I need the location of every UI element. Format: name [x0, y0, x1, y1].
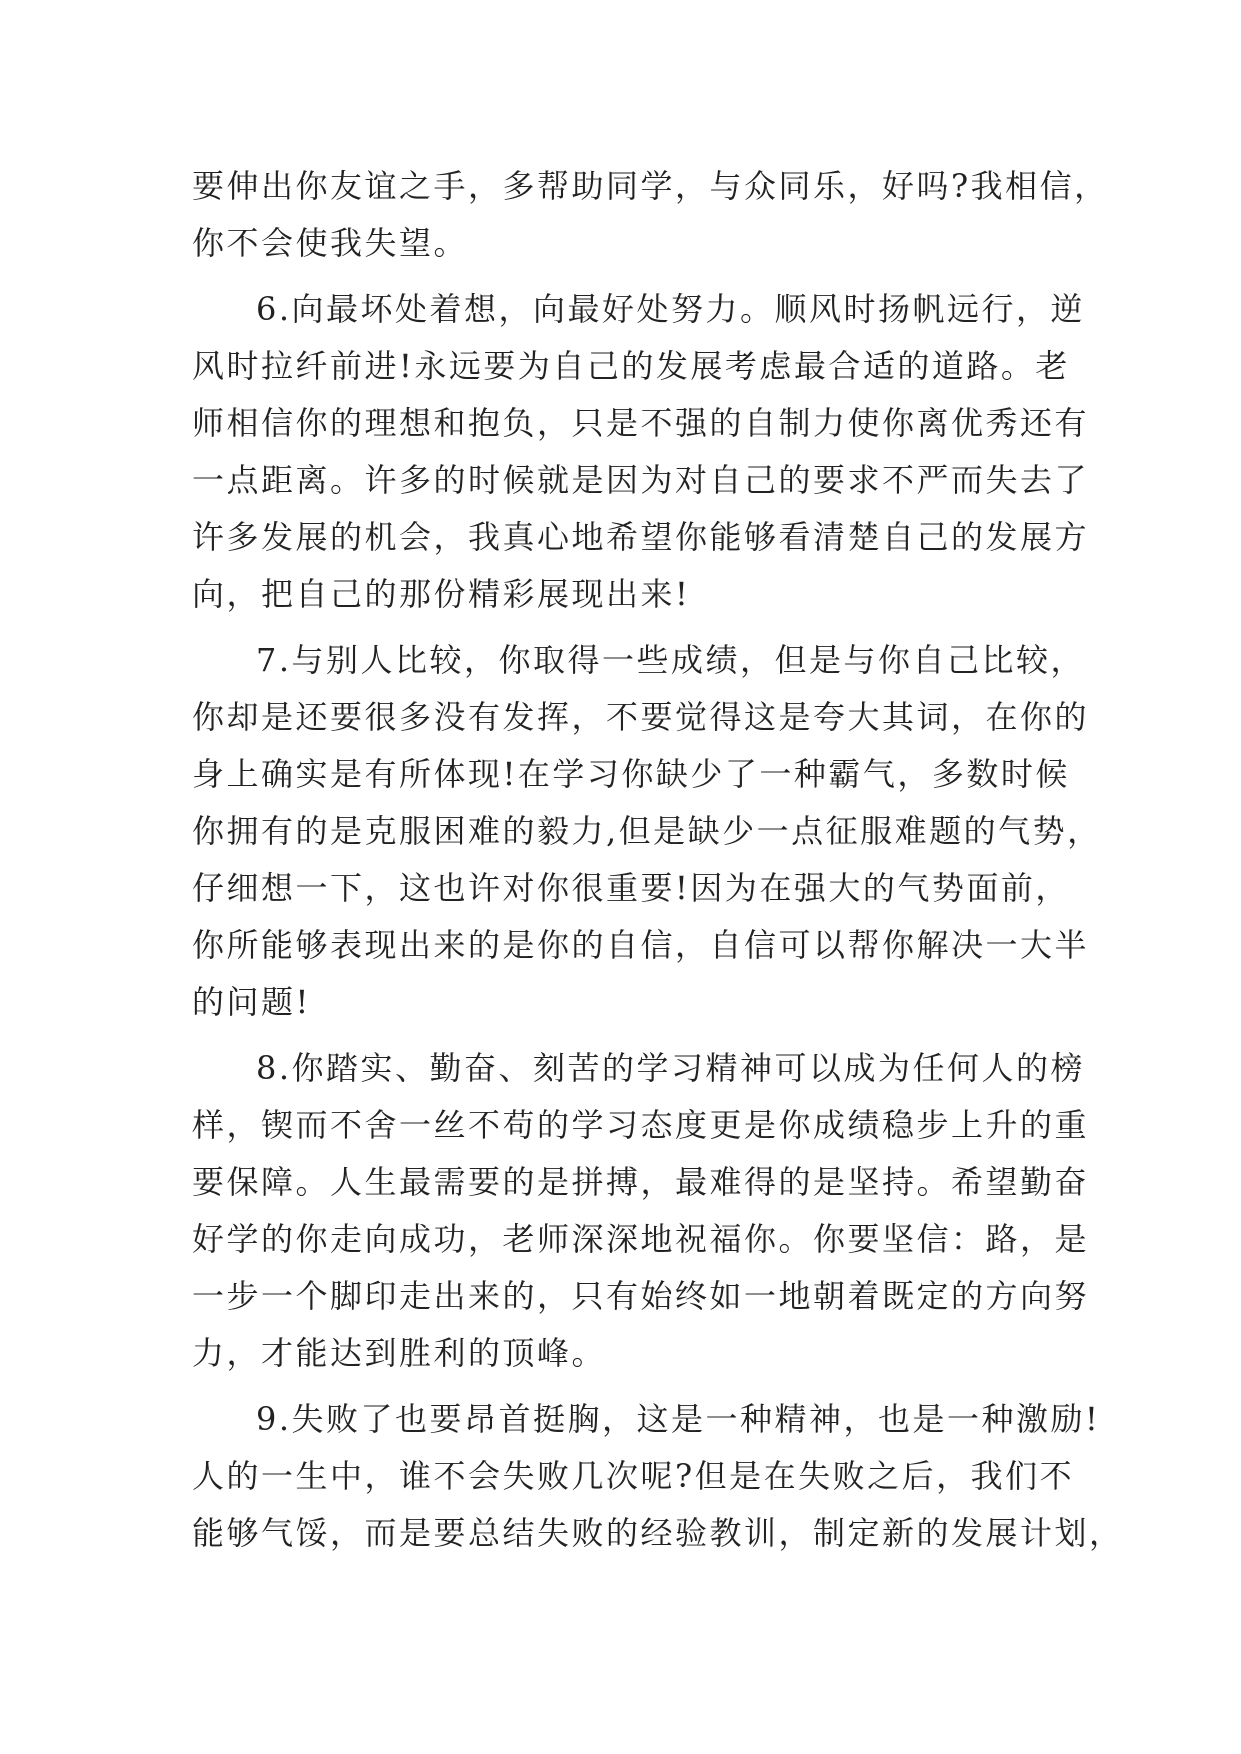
- text-line: 仔细想一下，这也许对你很重要!因为在强大的气势面前，: [192, 869, 1070, 907]
- text-line: 师相信你的理想和抱负，只是不强的自制力使你离优秀还有: [192, 404, 1090, 442]
- text-line: 你拥有的是克服困难的毅力,但是缺少一点征服难题的气势，: [192, 812, 1102, 850]
- text-line: 力，才能达到胜利的顶峰。: [192, 1334, 607, 1372]
- paragraph-6-start: 6.向最坏处着想，向最好处努力。顺风时扬帆远行，逆: [256, 290, 1086, 328]
- document-body: [192, 158, 1124, 1562]
- text-line: 人的一生中，谁不会失败几次呢?但是在失败之后，我们不: [192, 1457, 1075, 1495]
- paragraph-7-start: 7.与别人比较，你取得一些成绩，但是与你自己比较，: [256, 641, 1086, 679]
- text-line: 好学的你走向成功，老师深深地祝福你。你要坚信：路，是: [192, 1220, 1090, 1258]
- text-line: 向，把自己的那份精彩展现出来!: [192, 575, 691, 613]
- text-line: 风时拉纤前进!永远要为自己的发展考虑最合适的道路。老: [192, 347, 1070, 385]
- text-line: 一步一个脚印走出来的，只有始终如一地朝着既定的方向努: [192, 1277, 1090, 1315]
- text-line: 一点距离。许多的时候就是因为对自己的要求不严而失去了: [192, 461, 1090, 499]
- paragraph-9-start: 9.失败了也要昂首挺胸，这是一种精神，也是一种激励!: [256, 1400, 1101, 1438]
- text-line: 能够气馁，而是要总结失败的经验教训，制定新的发展计划，: [192, 1514, 1124, 1552]
- text-line: 要伸出你友谊之手，多帮助同学，与众同乐，好吗?我相信，: [192, 167, 1109, 205]
- text-line: 身上确实是有所体现!在学习你缺少了一种霸气，多数时候: [192, 755, 1070, 793]
- text-line: 样，锲而不舍一丝不苟的学习态度更是你成绩稳步上升的重: [192, 1106, 1090, 1144]
- text-line: 要保障。人生最需要的是拼搏，最难得的是坚持。希望勤奋: [192, 1163, 1090, 1201]
- text-line: 许多发展的机会，我真心地希望你能够看清楚自己的发展方: [192, 518, 1090, 556]
- paragraph-8-start: 8.你踏实、勤奋、刻苦的学习精神可以成为任何人的榜: [256, 1049, 1086, 1087]
- text-line: 你却是还要很多没有发挥，不要觉得这是夸大其词，在你的: [192, 698, 1090, 736]
- text-line: 你所能够表现出来的是你的自信，自信可以帮你解决一大半: [192, 926, 1090, 964]
- text-line: 你不会使我失望。: [192, 224, 469, 262]
- text-line: 的问题!: [192, 983, 311, 1021]
